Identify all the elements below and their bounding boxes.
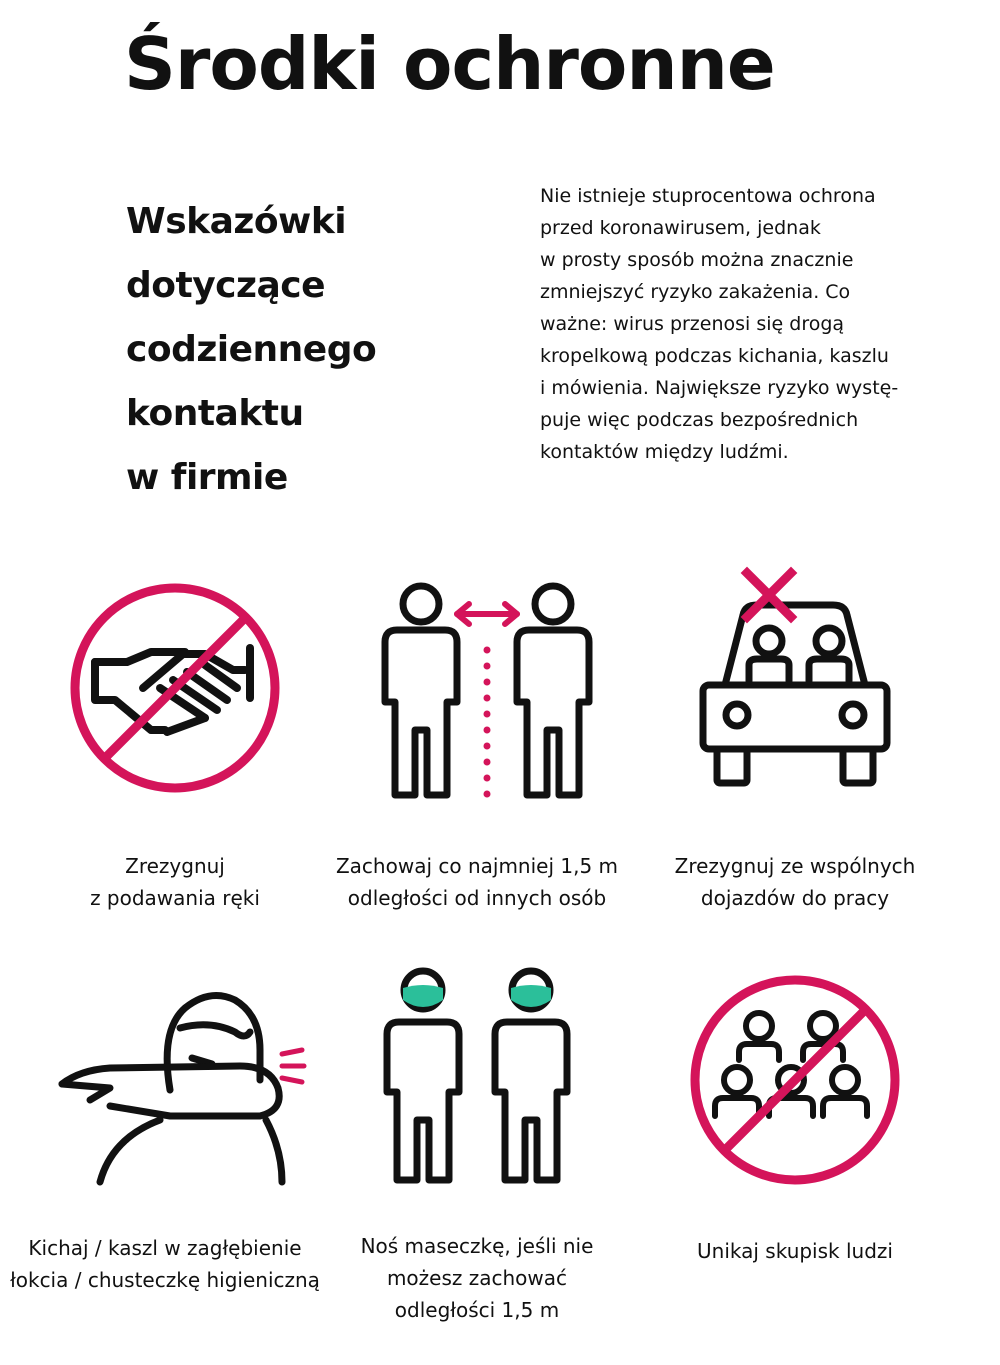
tip-face-mask — [322, 960, 632, 1330]
intro-line: zmniejszyć ryzyko zakażenia. Co — [540, 281, 851, 303]
tip-caption-line: Zrezygnuj — [125, 854, 225, 878]
subtitle-line: kontaktu — [126, 393, 304, 434]
page-title: Środki ochronne — [124, 22, 775, 106]
intro-line: kropelkową podczas kichania, kaszlu — [540, 345, 889, 367]
tip-no-handshake — [20, 570, 330, 930]
tip-caption-line: możesz zachować — [386, 1266, 568, 1290]
subtitle-line: codziennego — [126, 329, 377, 370]
intro-paragraph — [540, 180, 960, 468]
tip-caption-line: Kichaj / kaszl w zagłębienie — [28, 1236, 302, 1260]
intro-line: ważne: wirus przenosi się drogą — [540, 313, 845, 335]
tip-sneeze-elbow — [10, 970, 320, 1305]
face-mask-icon — [367, 960, 587, 1185]
tip-caption-line: Zachowaj co najmniej 1,5 m — [335, 854, 619, 878]
intro-line: i mówienia. Największe ryzyko wystę- — [540, 377, 899, 399]
no-handshake-icon — [55, 570, 295, 810]
intro-line: w prosty sposób można znacznie — [540, 249, 854, 271]
intro-line: kontaktów między ludźmi. — [540, 441, 789, 463]
tip-caption-line: Unikaj skupisk ludzi — [697, 1239, 893, 1263]
intro-line: przed koronawirusem, jednak — [540, 217, 821, 239]
subtitle-line: w firmie — [126, 457, 288, 498]
subtitle-line: dotyczące — [126, 265, 326, 306]
no-carpool-icon — [665, 565, 925, 805]
subtitle — [126, 190, 506, 510]
tip-no-crowds — [640, 960, 950, 1300]
intro-line: Nie istnieje stuprocentowa ochrona — [540, 185, 876, 207]
tip-caption-line: z podawania ręki — [90, 886, 260, 910]
tip-caption-line: Zrezygnuj ze wspólnych — [674, 854, 916, 878]
no-crowds-icon — [675, 960, 915, 1200]
sneeze-elbow-icon — [20, 970, 310, 1190]
tip-caption-line: łokcia / chusteczkę higieniczną — [10, 1268, 320, 1292]
distance-icon — [347, 570, 607, 810]
tip-caption-line: Noś maseczkę, jeśli nie — [360, 1234, 594, 1258]
tip-no-carpool — [640, 565, 950, 930]
tip-caption-line: odległości 1,5 m — [394, 1298, 560, 1322]
tip-caption-line: dojazdów do pracy — [700, 886, 890, 910]
intro-line: puje więc podczas bezpośrednich — [540, 409, 859, 431]
subtitle-line: Wskazówki — [126, 201, 347, 242]
tip-caption-line: odległości od innych osób — [347, 886, 607, 910]
tip-keep-distance — [322, 570, 632, 930]
